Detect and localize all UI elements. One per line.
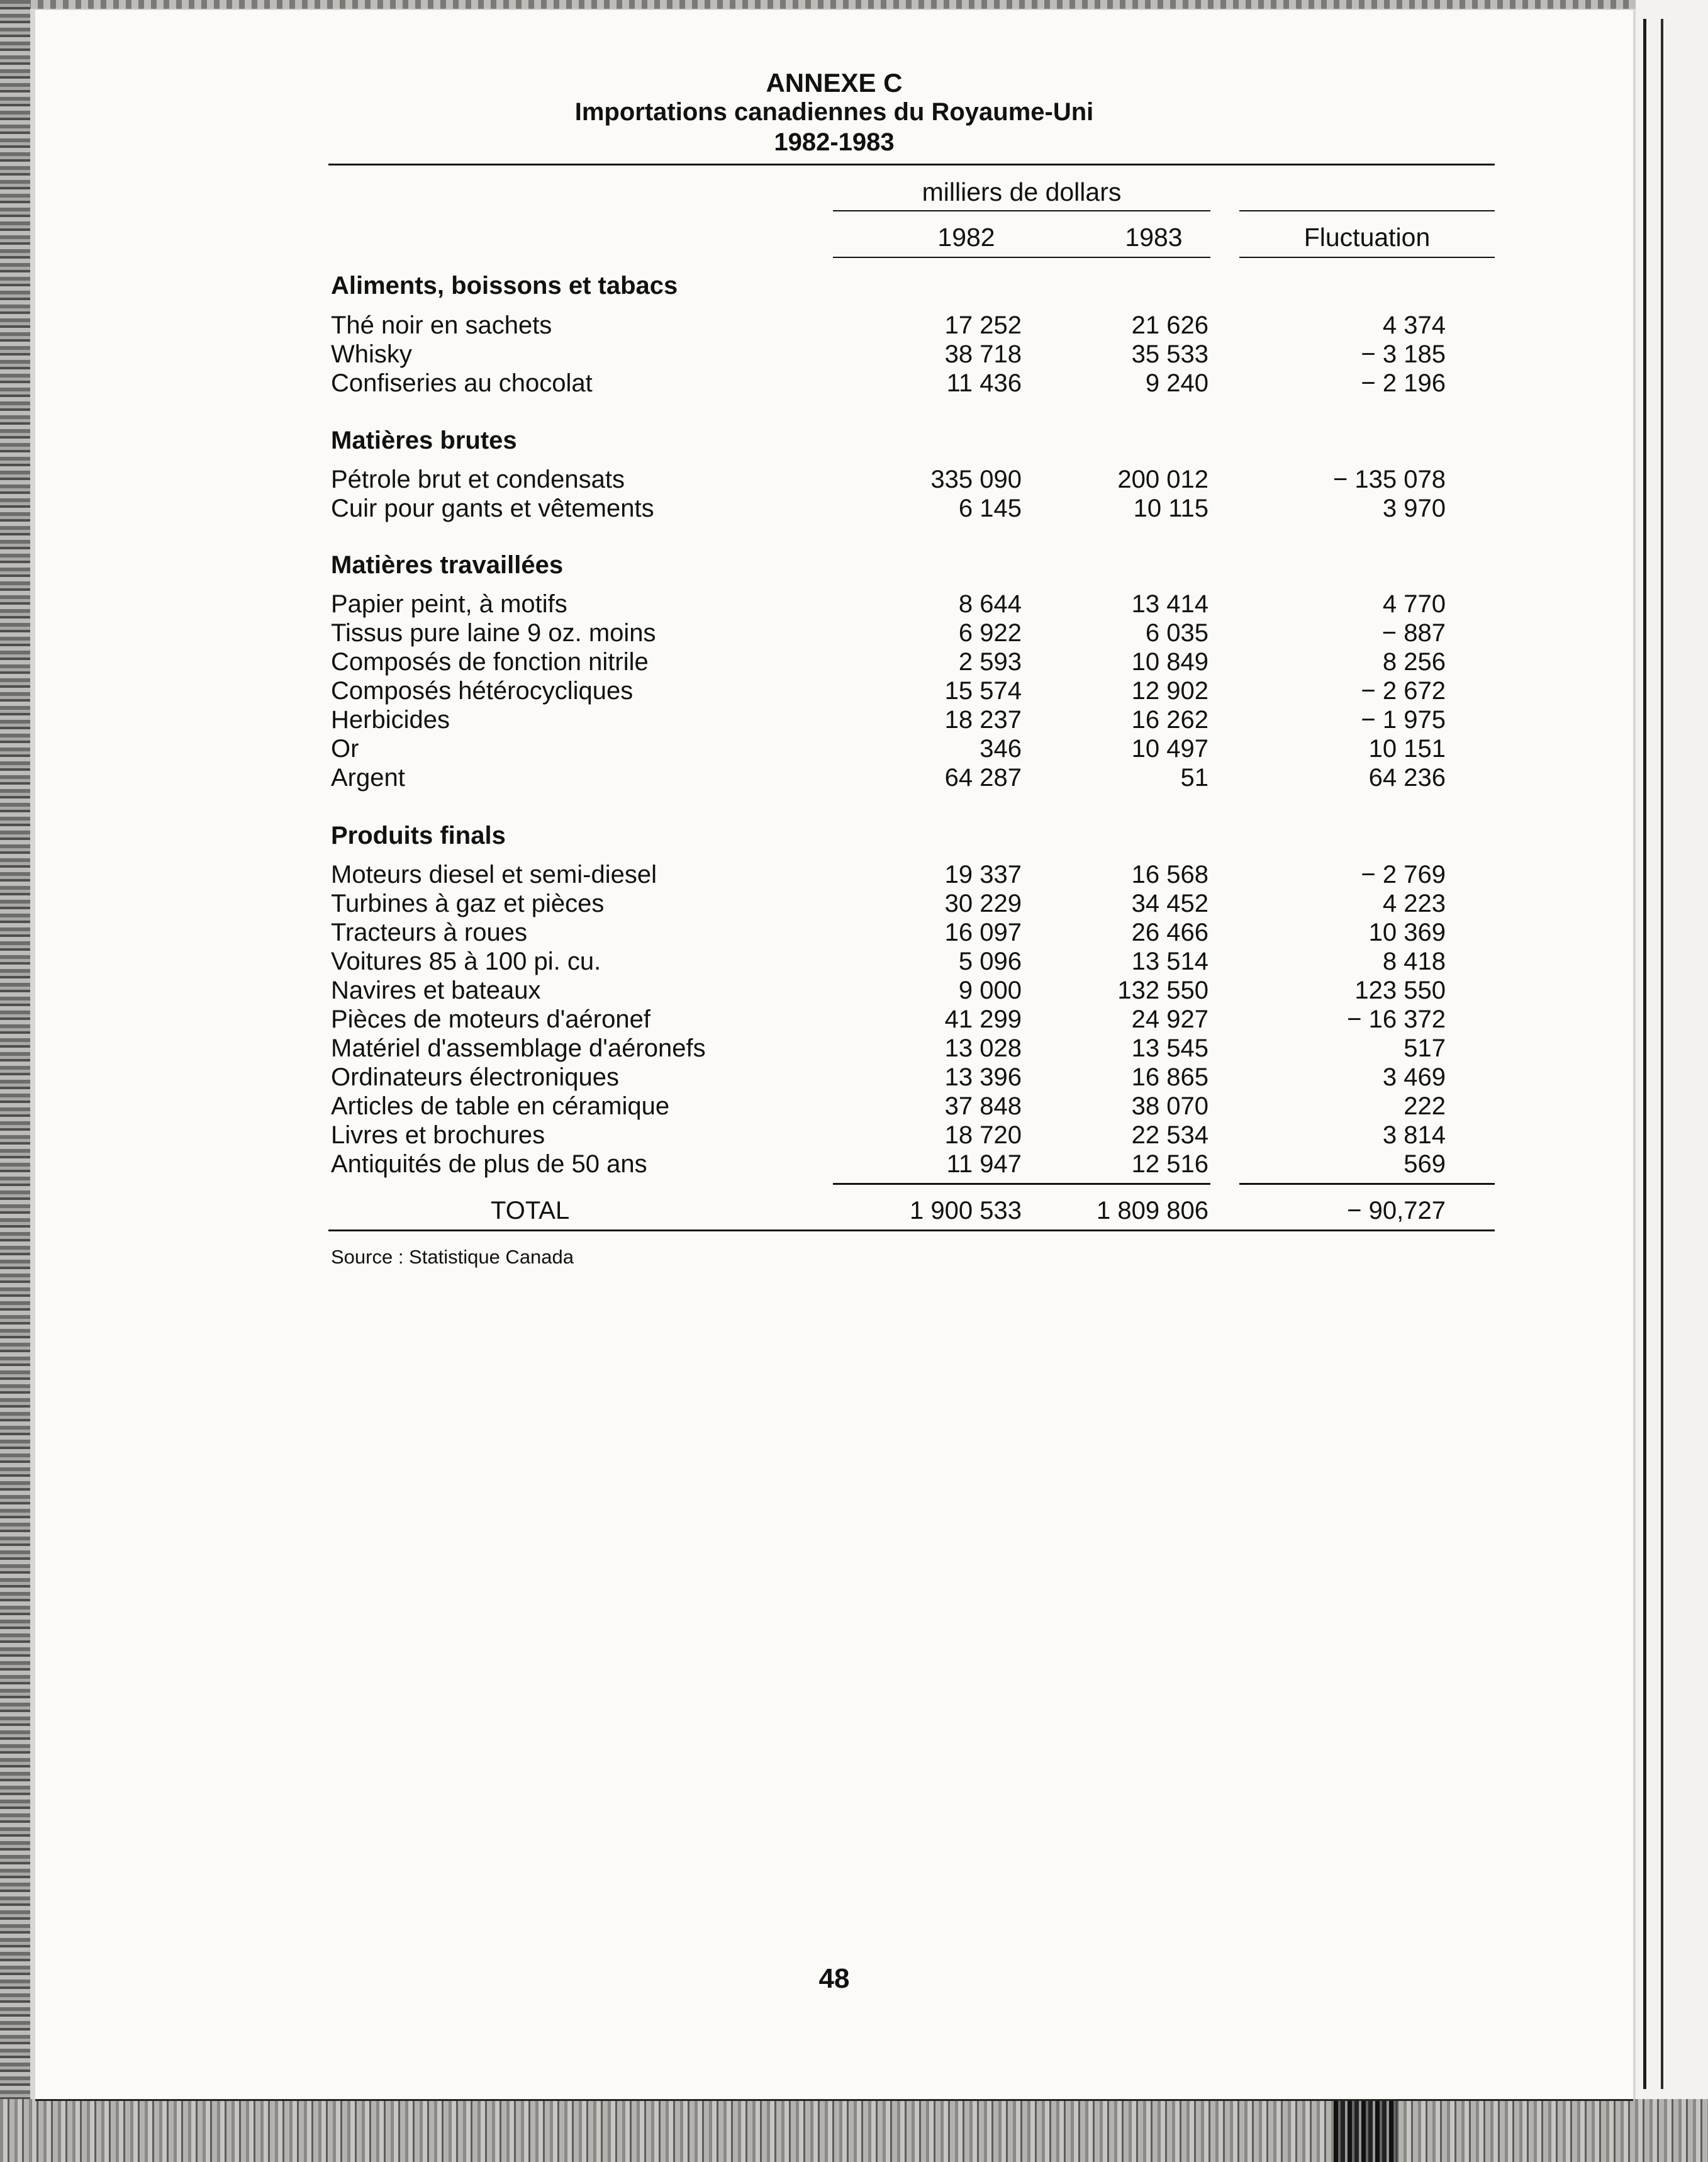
value-1982: 15 574 xyxy=(944,677,1022,705)
col-header-fluctuation: Fluctuation xyxy=(1303,223,1431,252)
row-label: Or xyxy=(331,735,359,763)
value-1982: 64 287 xyxy=(944,764,1022,792)
page-number: 48 xyxy=(818,1963,850,1994)
row-label: Tissus pure laine 9 oz. moins xyxy=(331,619,656,647)
value-1983: 10 849 xyxy=(1131,648,1208,676)
unit-rule xyxy=(833,210,1210,211)
value-1982: 18 237 xyxy=(944,706,1022,734)
total-1983: 1 809 806 xyxy=(1097,1197,1208,1224)
value-fluctuation: 4 223 xyxy=(1382,890,1446,917)
value-fluctuation: 222 xyxy=(1404,1092,1446,1120)
value-fluctuation: 123 550 xyxy=(1354,977,1446,1004)
value-1982: 5 096 xyxy=(958,948,1022,975)
value-1983: 22 534 xyxy=(1131,1121,1208,1149)
value-1982: 8 644 xyxy=(958,590,1022,618)
value-1982: 6 145 xyxy=(958,495,1022,522)
row-label: Cuir pour gants et vêtements xyxy=(331,495,654,522)
row-label: Turbines à gaz et pièces xyxy=(331,890,605,917)
row-label: Matériel d'assemblage d'aéronefs xyxy=(331,1034,706,1062)
unit-header: milliers de dollars xyxy=(922,177,1122,206)
value-1983: 21 626 xyxy=(1131,311,1208,339)
value-fluctuation: 8 256 xyxy=(1382,648,1446,676)
value-1983: 16 262 xyxy=(1131,706,1208,734)
row-label: Composés hétérocycliques xyxy=(331,677,634,705)
row-label: Thé noir en sachets xyxy=(331,311,552,339)
col-header-1982: 1982 xyxy=(937,223,995,252)
value-1982: 11 436 xyxy=(946,369,1022,397)
value-1983: 35 533 xyxy=(1131,340,1208,368)
value-1982: 13 396 xyxy=(944,1063,1022,1091)
scan-edge-top xyxy=(0,0,1708,9)
bottom-rule xyxy=(328,1229,1495,1231)
row-label: Herbicides xyxy=(331,706,450,734)
value-1983: 200 012 xyxy=(1117,466,1208,493)
value-fluctuation: 517 xyxy=(1404,1034,1446,1062)
value-1982: 41 299 xyxy=(944,1005,1022,1033)
value-1983: 26 466 xyxy=(1131,919,1208,946)
value-1983: 6 035 xyxy=(1145,619,1208,647)
value-fluctuation: − 1 975 xyxy=(1361,706,1446,734)
value-fluctuation: 4 770 xyxy=(1382,590,1446,618)
total-label: TOTAL xyxy=(491,1197,570,1224)
value-fluctuation: 10 151 xyxy=(1368,735,1446,763)
value-1983: 16 568 xyxy=(1131,861,1208,888)
value-fluctuation: 64 236 xyxy=(1368,764,1446,792)
value-1983: 10 497 xyxy=(1131,735,1208,763)
table-subtitle: Importations canadiennes du Royaume-Uni xyxy=(574,98,1094,126)
value-fluctuation: 8 418 xyxy=(1382,948,1446,975)
value-1982: 16 097 xyxy=(944,919,1022,946)
value-1983: 34 452 xyxy=(1131,890,1208,917)
value-1982: 38 718 xyxy=(944,340,1022,368)
value-1983: 13 545 xyxy=(1131,1034,1208,1062)
value-1982: 335 090 xyxy=(930,466,1022,493)
row-label: Pétrole brut et condensats xyxy=(331,466,625,493)
value-1982: 9 000 xyxy=(958,977,1022,1004)
value-fluctuation: − 3 185 xyxy=(1361,340,1446,368)
section-heading: Produits finals xyxy=(331,822,506,849)
value-fluctuation: 3 469 xyxy=(1382,1063,1446,1091)
value-fluctuation: − 16 372 xyxy=(1347,1005,1446,1033)
book-edge-line xyxy=(1643,19,1646,2089)
row-label: Voitures 85 à 100 pi. cu. xyxy=(331,948,601,975)
total-fluctuation: − 90,727 xyxy=(1347,1197,1446,1224)
fluct-header-bottom-rule xyxy=(1239,257,1495,258)
annex-title: ANNEXE C xyxy=(766,68,903,98)
header-bottom-rule xyxy=(833,257,1210,258)
row-label: Composés de fonction nitrile xyxy=(331,648,649,676)
value-1983: 132 550 xyxy=(1117,977,1208,1004)
value-fluctuation: 4 374 xyxy=(1382,311,1446,339)
value-fluctuation: − 2 196 xyxy=(1361,369,1446,397)
top-rule xyxy=(328,164,1495,165)
value-1982: 11 947 xyxy=(946,1150,1022,1178)
value-fluctuation: − 2 672 xyxy=(1361,677,1446,705)
book-spine xyxy=(1334,2093,1397,2162)
row-label: Livres et brochures xyxy=(331,1121,545,1149)
value-1982: 6 922 xyxy=(958,619,1022,647)
value-1982: 17 252 xyxy=(944,311,1022,339)
value-1983: 24 927 xyxy=(1131,1005,1208,1033)
row-label: Navires et bateaux xyxy=(331,977,541,1004)
total-1982: 1 900 533 xyxy=(910,1197,1022,1224)
row-label: Antiquités de plus de 50 ans xyxy=(331,1150,647,1178)
source-note: Source : Statistique Canada xyxy=(331,1246,574,1268)
value-fluctuation: 3 970 xyxy=(1382,495,1446,522)
value-fluctuation: − 135 078 xyxy=(1332,466,1446,493)
value-1982: 37 848 xyxy=(944,1092,1022,1120)
section-heading: Aliments, boissons et tabacs xyxy=(331,272,678,300)
value-1983: 51 xyxy=(1180,764,1208,792)
value-1983: 13 514 xyxy=(1131,948,1208,975)
row-label: Ordinateurs électroniques xyxy=(331,1063,620,1091)
row-label: Articles de table en céramique xyxy=(331,1092,670,1120)
value-1982: 30 229 xyxy=(944,890,1022,917)
value-fluctuation: 10 369 xyxy=(1368,919,1446,946)
value-1982: 18 720 xyxy=(944,1121,1022,1149)
value-1983: 12 516 xyxy=(1131,1150,1208,1178)
col-header-1983: 1983 xyxy=(1125,223,1183,252)
value-fluctuation: − 2 769 xyxy=(1361,861,1446,888)
row-label: Tracteurs à roues xyxy=(331,919,527,946)
row-label: Argent xyxy=(331,764,405,792)
section-heading: Matières travaillées xyxy=(331,551,564,579)
value-1982: 346 xyxy=(980,735,1022,763)
value-1983: 9 240 xyxy=(1145,369,1208,397)
document-page xyxy=(35,10,1633,2101)
section-heading: Matières brutes xyxy=(331,427,517,454)
value-1983: 13 414 xyxy=(1131,590,1208,618)
value-fluctuation: − 887 xyxy=(1381,619,1446,647)
book-edge-line xyxy=(1661,19,1663,2089)
fluct-subtotal-rule xyxy=(1239,1183,1495,1185)
subtotal-rule xyxy=(833,1183,1210,1185)
scan-edge-bottom xyxy=(0,2099,1708,2162)
table-years: 1982-1983 xyxy=(774,128,895,156)
row-label: Confiseries au chocolat xyxy=(331,369,593,397)
row-label: Papier peint, à motifs xyxy=(331,590,567,618)
value-1983: 12 902 xyxy=(1131,677,1208,705)
scan-edge-left xyxy=(0,0,30,2162)
value-1982: 2 593 xyxy=(958,648,1022,676)
value-1982: 19 337 xyxy=(944,861,1022,888)
book-right-margin xyxy=(1636,0,1708,2162)
value-1983: 38 070 xyxy=(1131,1092,1208,1120)
row-label: Moteurs diesel et semi-diesel xyxy=(331,861,657,888)
value-fluctuation: 3 814 xyxy=(1382,1121,1446,1149)
row-label: Pièces de moteurs d'aéronef xyxy=(331,1005,650,1033)
value-1983: 16 865 xyxy=(1131,1063,1208,1091)
value-1983: 10 115 xyxy=(1133,495,1208,522)
value-1982: 13 028 xyxy=(944,1034,1022,1062)
value-fluctuation: 569 xyxy=(1404,1150,1446,1178)
fluct-top-rule xyxy=(1239,210,1495,211)
row-label: Whisky xyxy=(331,340,412,368)
